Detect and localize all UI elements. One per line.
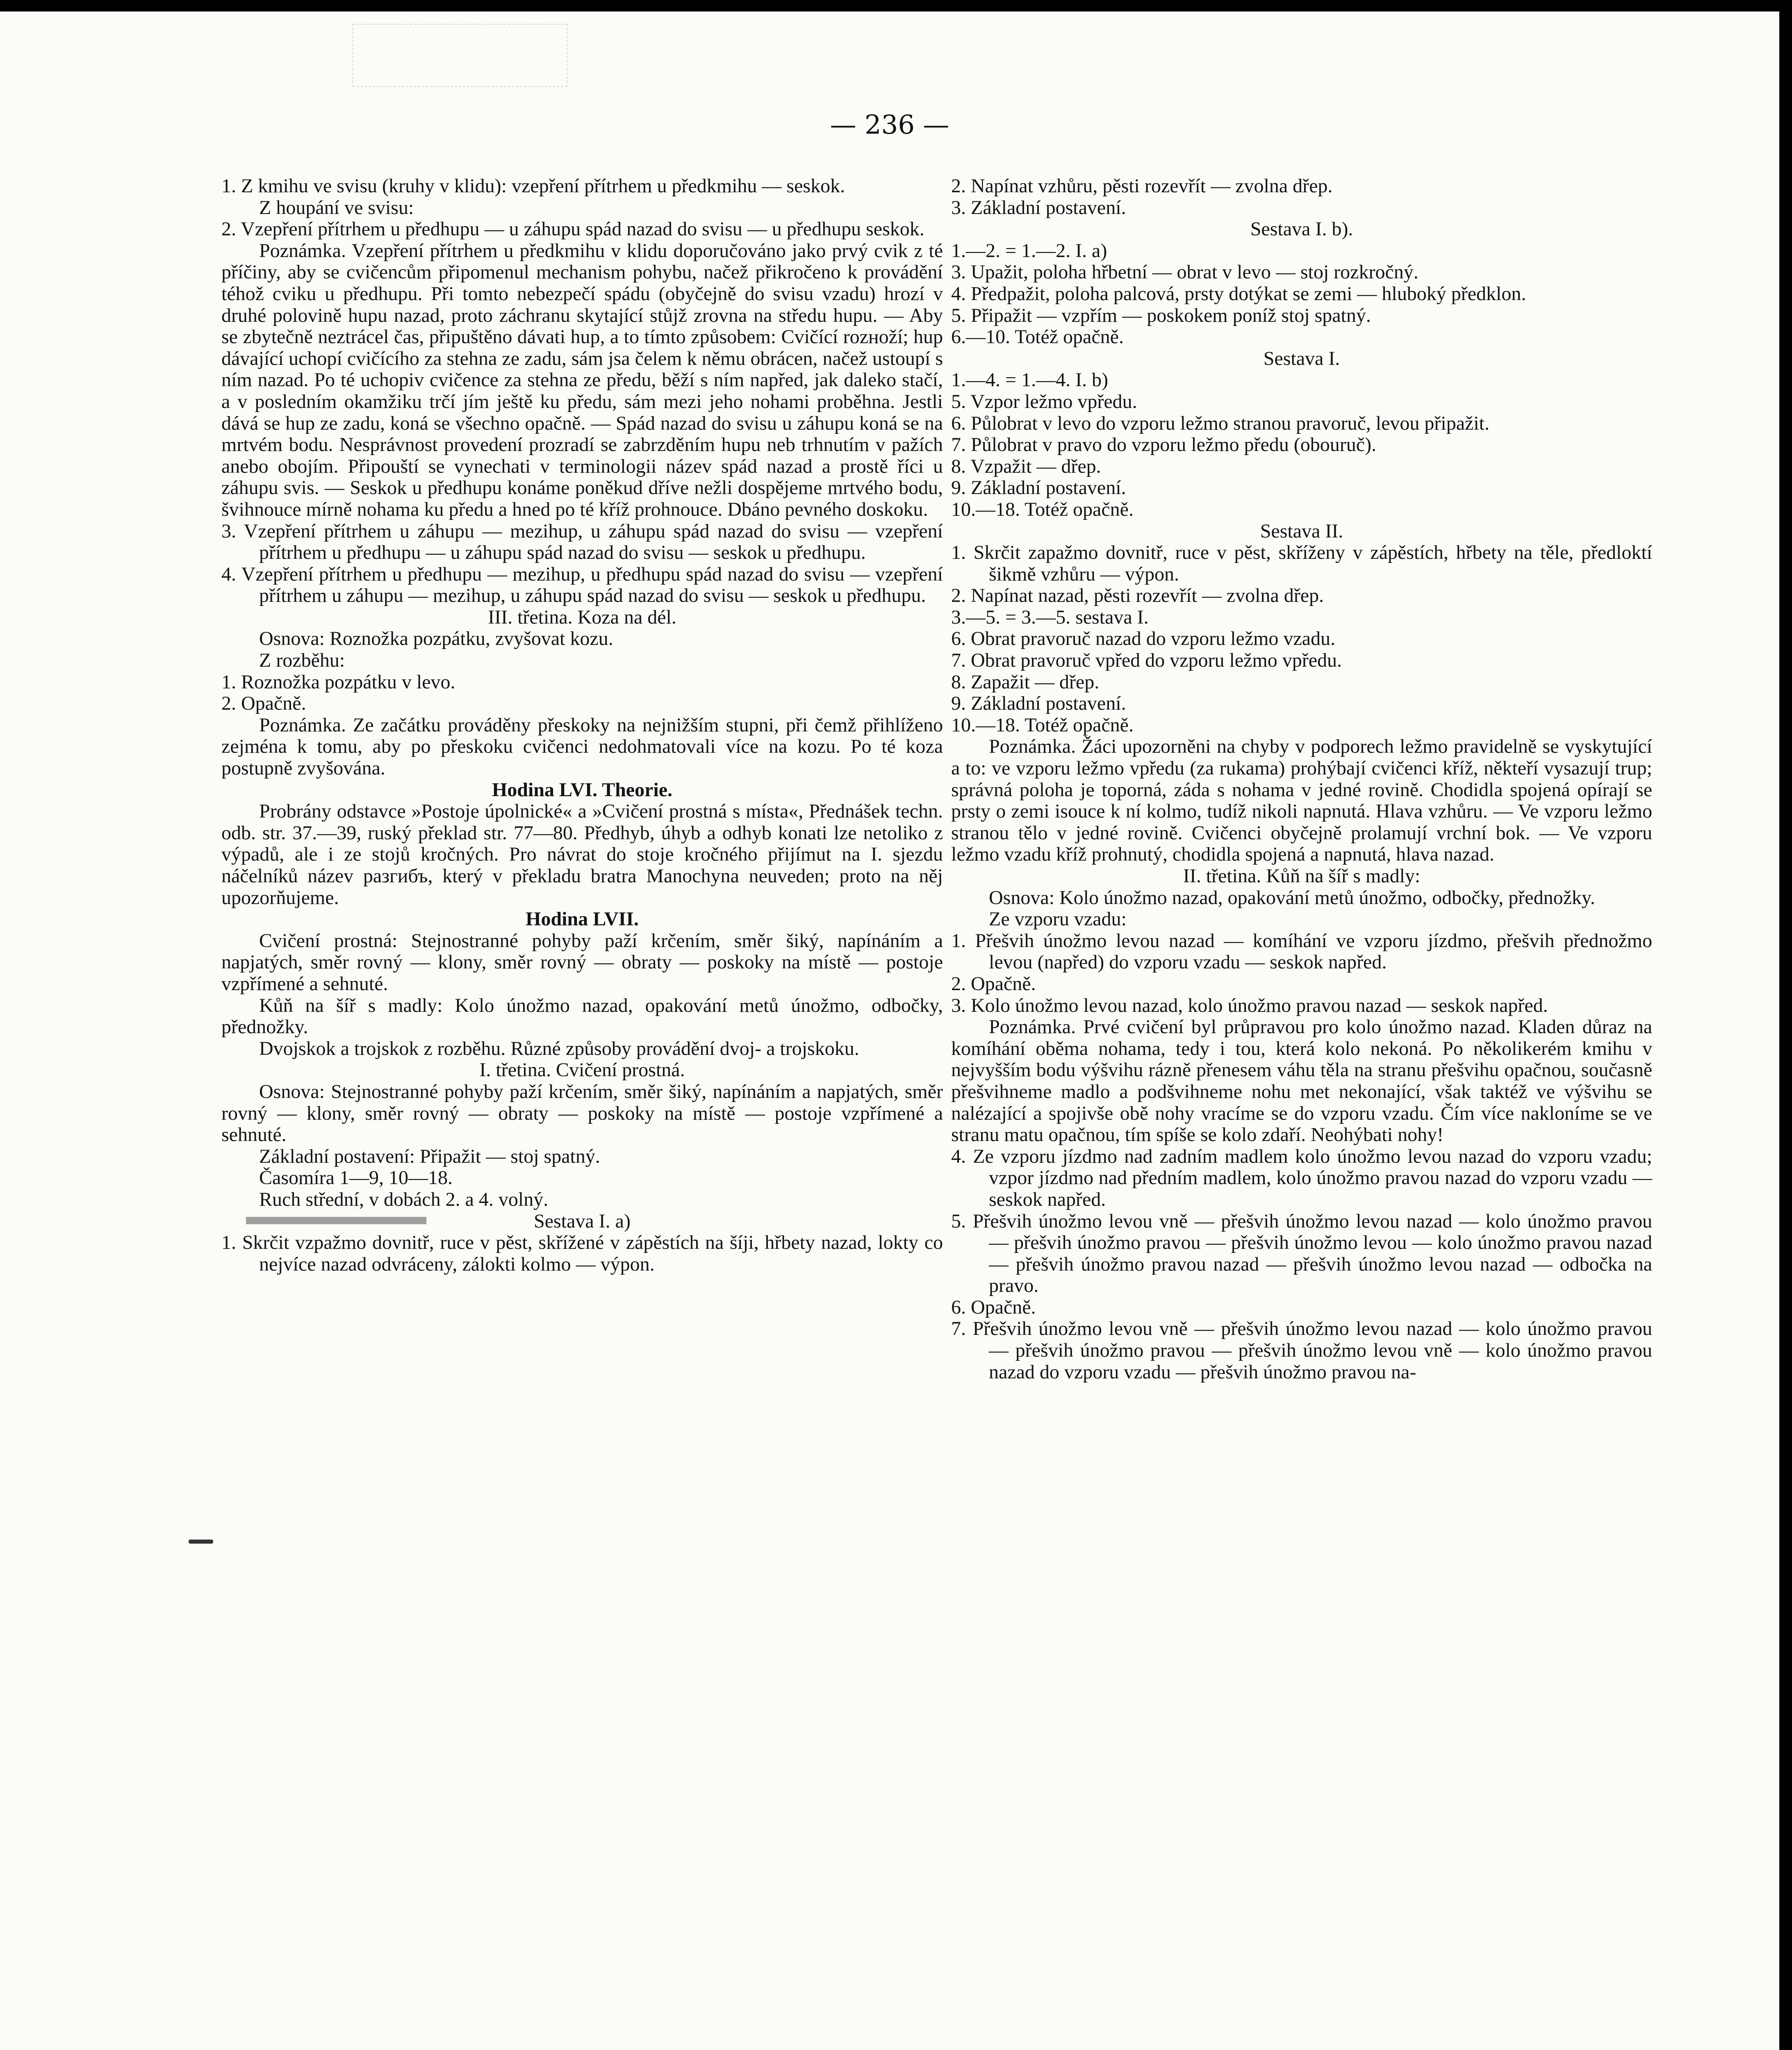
section-heading: III. třetina. Koza na dél. bbox=[488, 606, 676, 628]
section-heading: I. třetina. Cvičení prostná. bbox=[479, 1059, 685, 1081]
text-line: 3. Upažit, poloha hřbetní — obrat v levo — stoj rozkročný. bbox=[951, 261, 1419, 283]
text-line: 2. Napínat nazad, pěsti rozevřít — zvolna dřep. bbox=[951, 585, 1324, 607]
text-line: 7. Půlobrat v pravo do vzporu ležmo předu (obouruč). bbox=[951, 434, 1377, 456]
section-heading: Sestava I. bbox=[1263, 347, 1340, 369]
text-line: 8. Vzpažit — dřep. bbox=[951, 455, 1101, 477]
text-line: 5. Připažit — vzpřím — poskokem poníž stoj spatný. bbox=[951, 304, 1371, 326]
text-line: Poznámka. Žáci upozorněni na chyby v podporech ležmo pravidelně se vyskytující a to: ve vzporu ležmo vpředu (za rukama) prohýbají cvičenci kříž, někteří vysazují trup; správná poloha je toporná, záda s nohama v jedné rovině. Chodidla spojená opírají se prsty o zemi isouce k ní kolmo, tudíž nikoli napnutá. Hlava vzhůru. — Ve vzporu ležmo stranou tělo v jedné rovině. Cvičenci obyčejně prolamují vrchní bok. — Ve vzporu ležmo vzadu kříž prohnutý, chodidla spojená a napnutá, hlava nazad. bbox=[951, 736, 1652, 866]
text-line: 1. Skrčit vzpažmo dovnitř, ruce v pěst, skřížené v zápěstích na šíji, hřbety nazad, lokty co nejvíce nazad odvráceny, zálokti kolmo — výpon. bbox=[221, 1232, 943, 1275]
text-line: 4. Předpažit, poloha palcová, prsty dotýkat se zemi — hluboký předklon. bbox=[951, 282, 1526, 305]
text-line: 9. Základní postavení. bbox=[951, 692, 1126, 715]
text-line: 1. Skrčit zapažmo dovnitř, ruce v pěst, skříženy v zápěstích, hřbety na těle, předloktí šikmě vzhůru — výpon. bbox=[951, 542, 1652, 585]
text-line: 1.—2. = 1.—2. I. a) bbox=[951, 239, 1107, 262]
margin-mark bbox=[189, 1540, 213, 1544]
text-line: 3. Základní postavení. bbox=[951, 196, 1126, 219]
left-column bbox=[221, 175, 943, 1275]
text-line: 6. Obrat pravoruč nazad do vzporu ležmo vzadu. bbox=[951, 628, 1335, 650]
text-line: 3.—5. = 3.—5. sestava I. bbox=[951, 606, 1149, 628]
text-line: 10.—18. Totéž opačně. bbox=[951, 714, 1134, 736]
text-line: 4. Vzepření přítrhem u předhupu — mezihup, u předhupu spád nazad do svisu — vzepření přítrhem u záhupu — mezihup, u záhupu spád nazad do svisu — seskok u předhupu. bbox=[221, 563, 943, 607]
text-line: Poznámka. Vzepření přítrhem u předkmihu v klidu doporučováno jako prvý cvik z té příčiny, aby se cvičencům připomenul mechanism pohybu, načež přikročeno k provádění téhož cviku u předhupu. Při tomto nebezpečí spádu (obyčejně do svisu vzadu) hrozí v druhé polovině hupu nazad, proto záchranu skytající stůjž zrovna na středu hupu. — Aby se zbytečně neztrácel čas, připuštěno dávati hup, a to tímto způsobem: Cvičící rozноží; hup dávající uchopí cvičícího za stehna ze zadu, sám jsa čelem k němu obrácen, načež ustoupí s ním nazad. Po té uchopiv cvičence za stehna ze předu, běží s ním napřed, jak daleko stačí, a v posledním okamžiku trčí jím ještě ku předu, sám mezi jeho nohami proběhna. Jestli dává se hup ze zadu, koná se všechno opačně. — Spád nazad do svisu u záhupu koná se na mrtvém bodu. Nesprávnost provedení prozradí se zabrzděním hupu neb trhnutím v pažích anebo obojím. Připouští se vynechati v terminologii název spád nazad a prostě říci u záhupu svis. — Seskok u předhupu konáme poněkud dříve nežli dospějeme mrtvého bodu, švihnouce mírně nohama ku předu a hned po té kříž prohnouce. Dbáno pevného doskoku. bbox=[221, 239, 943, 520]
text-line: 5. Přešvih únožmo levou vně — přešvih únožmo levou nazad — kolo únožmo pravou — přešvih únožmo pravou — přešvih únožmo levou — kolo únožmo pravou nazad — přešvih únožmo pravou nazad — přešvih únožmo levou nazad — odbočka na pravo. bbox=[951, 1210, 1652, 1297]
text-line: Probrány odstavce »Postoje úpolnické« a »Cvičení prostná s místa«, Přednášek techn. odb. str. 37.—39, ruský překlad str. 77—80. Předhyb, úhyb a odhyb konati lze netoliko z výpadů, ale i ze stojů kročných. Pro návrat do stoje kročného přijímut na I. sjezdu náčelníků název разгибъ, který v překladu bratra Manochyna neuveden; proto na něj upozorňujeme. bbox=[221, 800, 943, 909]
scanned-page bbox=[0, 11, 1779, 2050]
text-line: 6. Půlobrat v levo do vzporu ležmo stranou pravoruč, levou připažit. bbox=[951, 412, 1489, 434]
text-line: Poznámka. Prvé cvičení byl průpravou pro kolo únožmo nazad. Kladen důraz na komíhání oběma nohama, tedy i tou, která kolo nekoná. Po několikerém kmihu v nejvyšším bodu výšvihu rázně přenesem váhu těla na stranu přešvihu opačnou, současně přešvihneme madlo a podšvihneme nohu met nekonající, však taktéž ve výšvihu se nalézající a spojivše obě nohy vracíme se do vzporu vzadu. Čím více nakloníme se ve stranu matu opačnou, tím spíše se kolo zdaří. Neohýbati nohy! bbox=[951, 1016, 1652, 1146]
text-line: 2. Napínat vzhůru, pěsti rozevřít — zvolna dřep. bbox=[951, 175, 1333, 197]
text-line: 2. Opačně. bbox=[221, 692, 306, 715]
text-line: 3. Vzepření přítrhem u záhupu — mezihup, u záhupu spád nazad do svisu — vzepření přítrhem u předhupu — u záhupu spád nazad do svisu — seskok u předhupu. bbox=[221, 520, 943, 564]
text-line: Kůň na šíř s madly: Kolo únožmo nazad, opakování metů únožmo, odbočky, přednožky. bbox=[221, 994, 943, 1038]
right-column bbox=[951, 175, 1652, 1383]
page-number: — 236 — bbox=[830, 110, 950, 140]
section-heading: Hodina LVI. Theorie. bbox=[492, 779, 673, 801]
text-line: 6. Opačně. bbox=[951, 1296, 1036, 1318]
text-line: 8. Zapažit — dřep. bbox=[951, 671, 1100, 693]
text-line: 4. Ze vzporu jízdmo nad zadním madlem kolo únožmo levou nazad do vzporu vzadu; vzpor jízdmo nad předním madlem, kolo únožmo pravou nazad do vzporu vzadu — seskok napřed. bbox=[951, 1145, 1652, 1210]
section-heading: II. třetina. Kůň na šíř s madly: bbox=[1183, 865, 1421, 887]
text-line: 1. Roznožka pozpátku v levo. bbox=[221, 671, 455, 693]
text-line: Základní postavení: Připažit — stoj spatný. bbox=[259, 1145, 600, 1167]
text-line: Ze vzporu vzadu: bbox=[989, 908, 1127, 930]
text-line: 1. Z kmihu ve svisu (kruhy v klidu): vzepření přítrhem u předkmihu — seskok. bbox=[221, 175, 845, 197]
text-line: 9. Základní postavení. bbox=[951, 477, 1126, 499]
library-stamp bbox=[353, 24, 567, 87]
section-heading: Sestava I. a) bbox=[534, 1210, 631, 1232]
text-line: 2. Opačně. bbox=[951, 973, 1036, 995]
text-line: Z houpání ve svisu: bbox=[259, 196, 414, 219]
text-line: Osnova: Roznožka pozpátku, zvyšovat kozu. bbox=[259, 628, 613, 650]
text-line: Ruch střední, v dobách 2. a 4. volný. bbox=[259, 1188, 549, 1210]
text-line: 7. Přešvih únožmo levou vně — přešvih únožmo levou nazad — kolo únožmo pravou — přešvih únožmo pravou — přešvih únožmo levou vně — kolo únožmo pravou nazad do vzporu vzadu — přešvih únožmo pravou na- bbox=[951, 1318, 1652, 1383]
text-line: Cvičení prostná: Stejnostranné pohyby paží krčením, směr šiký, napínáním a napjatých, směr rovný — klony, směr rovný — obraty — poskoky na místě — postoje vzpřímené a sehnuté. bbox=[221, 929, 943, 995]
text-line: 1.—4. = 1.—4. I. b) bbox=[951, 369, 1109, 391]
section-heading: Sestava I. b). bbox=[1250, 218, 1353, 240]
section-heading: Sestava II. bbox=[1260, 520, 1343, 542]
section-heading: Hodina LVII. bbox=[526, 908, 639, 930]
text-line: 6.—10. Totéž opačně. bbox=[951, 326, 1124, 348]
text-line: Poznámka. Ze začátku prováděny přeskoky na nejnižším stupni, při čemž přihlíženo zejména k tomu, aby po přeskoku cvičenci nedohmatovali více na kozu. Po té koza postupně zvyšována. bbox=[221, 714, 943, 779]
text-line: Dvojskok a trojskok z rozběhu. Různé způsoby provádění dvoj- a trojskoku. bbox=[259, 1037, 859, 1059]
text-line: 7. Obrat pravoruč vpřed do vzporu ležmo vpředu. bbox=[951, 649, 1342, 672]
text-line: 1. Přešvih únožmo levou nazad — komíhání ve vzporu jízdmo, přešvih přednožmo levou (napřed) do vzporu vzadu — seskok napřed. bbox=[951, 929, 1652, 973]
text-line: Osnova: Kolo únožmo nazad, opakování metů únožmo, odbočky, přednožky. bbox=[989, 886, 1595, 909]
text-line: 2. Vzepření přítrhem u předhupu — u záhupu spád nazad do svisu — u předhupu seskok. bbox=[221, 218, 924, 240]
text-line: 10.—18. Totéž opačně. bbox=[951, 498, 1134, 520]
text-line: Osnova: Stejnostranné pohyby paží krčením, směr šiký, napínáním a napjatých, směr rovný — klony, směr rovný — obraty — poskoky na místě — postoje vzpřímené a sehnuté. bbox=[221, 1080, 943, 1146]
text-line: 5. Vzpor ležmo vpředu. bbox=[951, 390, 1137, 412]
text-line: 3. Kolo únožmo levou nazad, kolo únožmo pravou nazad — seskok napřed. bbox=[951, 994, 1548, 1016]
text-line: Časomíra 1—9, 10—18. bbox=[259, 1167, 453, 1189]
text-line: Z rozběhu: bbox=[259, 649, 345, 672]
